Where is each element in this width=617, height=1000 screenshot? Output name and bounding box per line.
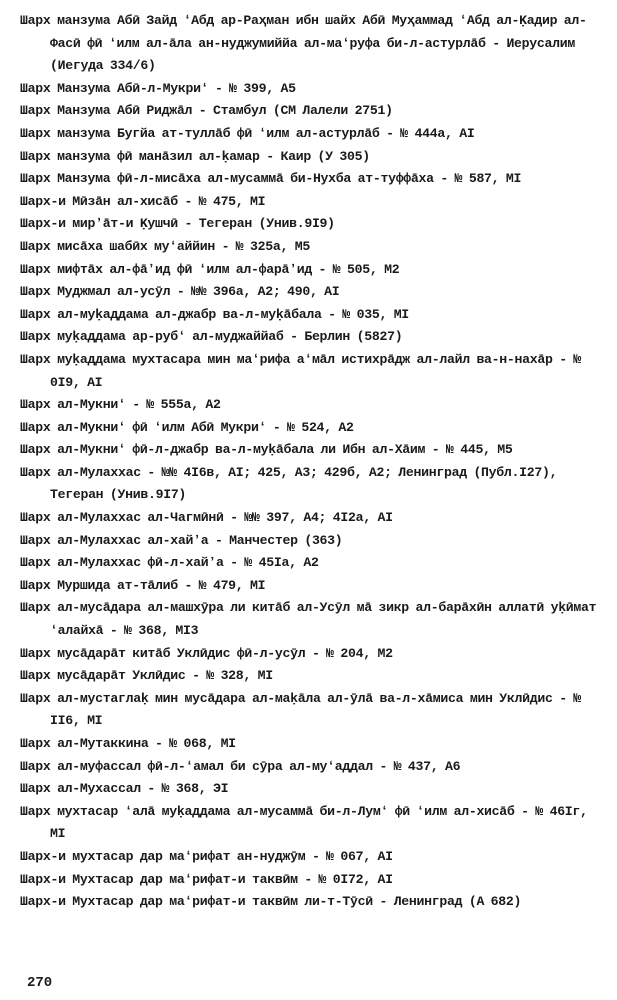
list-item: Шарх муḳаддама ар-рубʻ ал-муджаййаб - Берлин (5827): [20, 329, 403, 345]
list-item: Шарх Манзума фӣ-л-мисāха ал-мусаммā би-Нухба ат-туффāха - № 587, МI: [20, 171, 522, 187]
list-item: Шарх ал-муфассал фӣ-л-ʻамал би сӯра ал-муʻаддал - № 437, А6: [20, 758, 461, 774]
list-item: Шарх ал-Мулаххас фӣ-л-хайʼа - № 45Iа, А2: [20, 555, 319, 571]
list-item: Шарх манзума Абӣ Зайд ʻАбд ар-Раҳман ибн шайх Абӣ Муҳаммад ʻАбд ал-Ḳадир ал-Фасӣ фӣ ʻилм ал-āла ан-нуджумиййа ал-маʻруфа би-л-астурлāб - Иерусалим (Иегуда 334/6): [20, 13, 587, 74]
entry-list: [20, 10, 605, 914]
list-item: Шарх ал-Мукниʻ - № 555а, А2: [20, 397, 221, 413]
list-item: Шарх ал-Мукниʻ фӣ-л-джабр ва-л-муḳāбала ли Ибн ал-Хāим - № 445, М5: [20, 442, 513, 458]
list-item: Шарх-и мухтасар дар маʻрифат ан-нуджӯм - № 067, АI: [20, 848, 393, 864]
list-item: Шарх мусāдарāт Уклӣдис - № 328, МI: [20, 668, 273, 684]
list-item: Шарх Манзума Абӣ-л-Мукриʻ - № 399, А5: [20, 80, 296, 96]
list-item: Шарх манзума фӣ манāзил ал-ḳамар - Каир (У 305): [20, 148, 370, 164]
list-item: Шарх-и Мухтасар дар маʻрифат-и таквӣм - № 0I72, АI: [20, 871, 393, 887]
list-item: Шарх ал-мустаглаḳ мин мусāдара ал-маḳāла ал-ӯлā ва-л-хāмиса мин Уклӣдис - № II6, МI: [20, 690, 582, 729]
list-item: Шарх Манзума Абӣ Риджāл - Стамбул (СМ Лалели 2751): [20, 103, 393, 119]
list-item: Шарх мусāдарāт китāб Уклӣдис фӣ-л-усӯл - № 204, М2: [20, 645, 393, 661]
list-item: Шарх муḳаддама мухтасара мин маʻрифа аʻмāл истихрāдж ал-лайл ва-н-нахāр - № 0I9, АI: [20, 351, 582, 390]
list-item: Шарх Муршида ат-тāлиб - № 479, МI: [20, 577, 266, 593]
list-item: Шарх манзума Бугйа ат-туллāб фӣ ʻилм ал-астурлāб - № 444а, АI: [20, 125, 475, 141]
list-item: Шарх мифтāх ал-фāʼид фӣ ʻилм ал-фарāʼид - № 505, М2: [20, 261, 400, 277]
list-item: Шарх-и Мӣзāн ал-хисāб - № 475, МI: [20, 193, 266, 209]
page-number: 270: [27, 975, 53, 991]
list-item: Шарх ал-муḳаддама ал-джабр ва-л-муḳāбала - № 035, МI: [20, 306, 409, 322]
list-item: Шарх ал-Мулаххас ал-хайʼа - Манчестер (363): [20, 532, 343, 548]
list-item: Шарх ал-Мулаххас - №№ 4I6в, АI; 425, А3; 429б, А2; Ленинград (Публ.I27), Тегеран (Унив.9I7): [20, 464, 558, 503]
list-item: Шарх ал-мусāдара ал-машхӯра ли китāб ал-Усӯл мā зикр ал-барāхӣн аллатӣ уḳӣмат ʻалайхā - № 368, МI3: [20, 600, 597, 639]
list-item: Шарх ал-Мулаххас ал-Чагмӣнӣ - №№ 397, А4; 4I2а, АI: [20, 510, 393, 526]
list-item: Шарх-и мирʼāт-и Ḳушчӣ - Тегеран (Унив.9I9): [20, 216, 335, 232]
list-item: Шарх ал-Мухассал - № 368, ЭI: [20, 781, 229, 797]
list-item: Шарх мисāха шабӣх муʻаййин - № 325а, М5: [20, 238, 310, 254]
list-item: Шарх мухтасар ʻалā муḳаддама ал-мусаммā би-л-Лумʻ фӣ ʻилм ал-хисāб - № 46Iг, МI: [20, 803, 588, 842]
list-item: Шарх ал-Мукниʻ фӣ ʻилм Абӣ Мукриʻ - № 524, А2: [20, 419, 354, 435]
list-item: Шарх ал-Мутаккина - № 068, МI: [20, 736, 236, 751]
list-item: Шарх-и Мухтасар дар маʻрифат-и таквӣм ли-т-Тӯсӣ - Ленинград (А 682): [20, 894, 522, 910]
list-item: Шарх Муджмал ал-усӯл - №№ 396а, А2; 490, АI: [20, 284, 340, 300]
